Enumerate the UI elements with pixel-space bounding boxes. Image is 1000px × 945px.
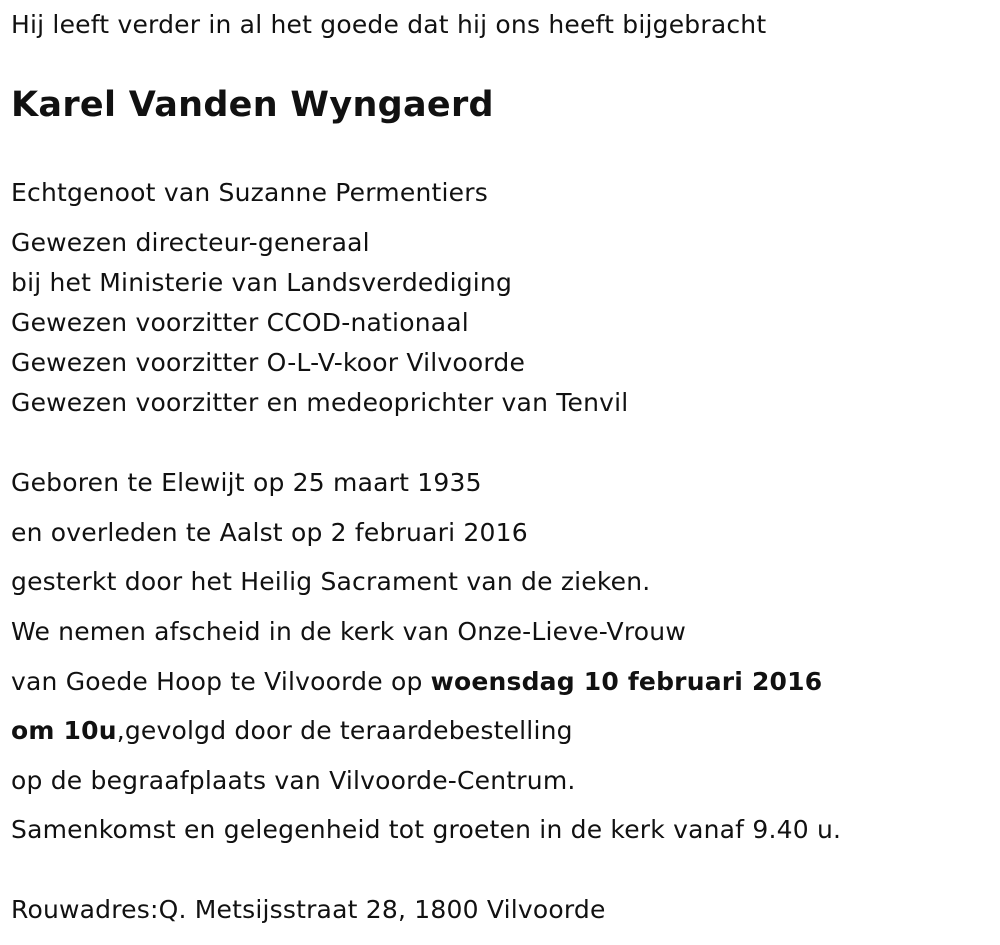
church-line <box>11 667 822 697</box>
title-choir: Gewezen voorzitter O-L-V-koor Vilvoorde <box>11 348 526 377</box>
sacrament-line: gesterkt door het Heilig Sacrament van de zieken. <box>11 567 651 596</box>
motto: Hij leeft verder in al het goede dat hij ons heeft bijgebracht <box>11 10 767 39</box>
burial-text: ,gevolgd door de teraardebestelling <box>116 716 573 745</box>
title-spouse: Echtgenoot van Suzanne Permentiers <box>11 178 488 207</box>
mourning-address: Rouwadres:Q. Metsijsstraat 28, 1800 Vilvoorde <box>11 895 606 924</box>
farewell-line: We nemen afscheid in de kerk van Onze-Lieve-Vrouw <box>11 617 686 646</box>
title-tenvil: Gewezen voorzitter en medeoprichter van Tenvil <box>11 388 629 417</box>
deceased-name: Karel Vanden Wyngaerd <box>11 85 494 125</box>
birth-line: Geboren te Elewijt op 25 maart 1935 <box>11 468 482 497</box>
time-line <box>11 716 573 746</box>
obituary-notice <box>11 0 991 945</box>
service-time: om 10u <box>11 716 117 745</box>
title-ccod: Gewezen voorzitter CCOD-nationaal <box>11 308 469 337</box>
cemetery-line: op de begraafplaats van Vilvoorde-Centrum. <box>11 766 576 795</box>
service-date: woensdag 10 februari 2016 <box>430 667 823 696</box>
title-ministry: bij het Ministerie van Landsverdediging <box>11 268 513 297</box>
gathering-line: Samenkomst en gelegenheid tot groeten in de kerk vanaf 9.40 u. <box>11 815 842 844</box>
church-prefix: van Goede Hoop te Vilvoorde op <box>11 667 431 696</box>
title-director: Gewezen directeur-generaal <box>11 228 370 257</box>
death-line: en overleden te Aalst op 2 februari 2016 <box>11 518 528 547</box>
